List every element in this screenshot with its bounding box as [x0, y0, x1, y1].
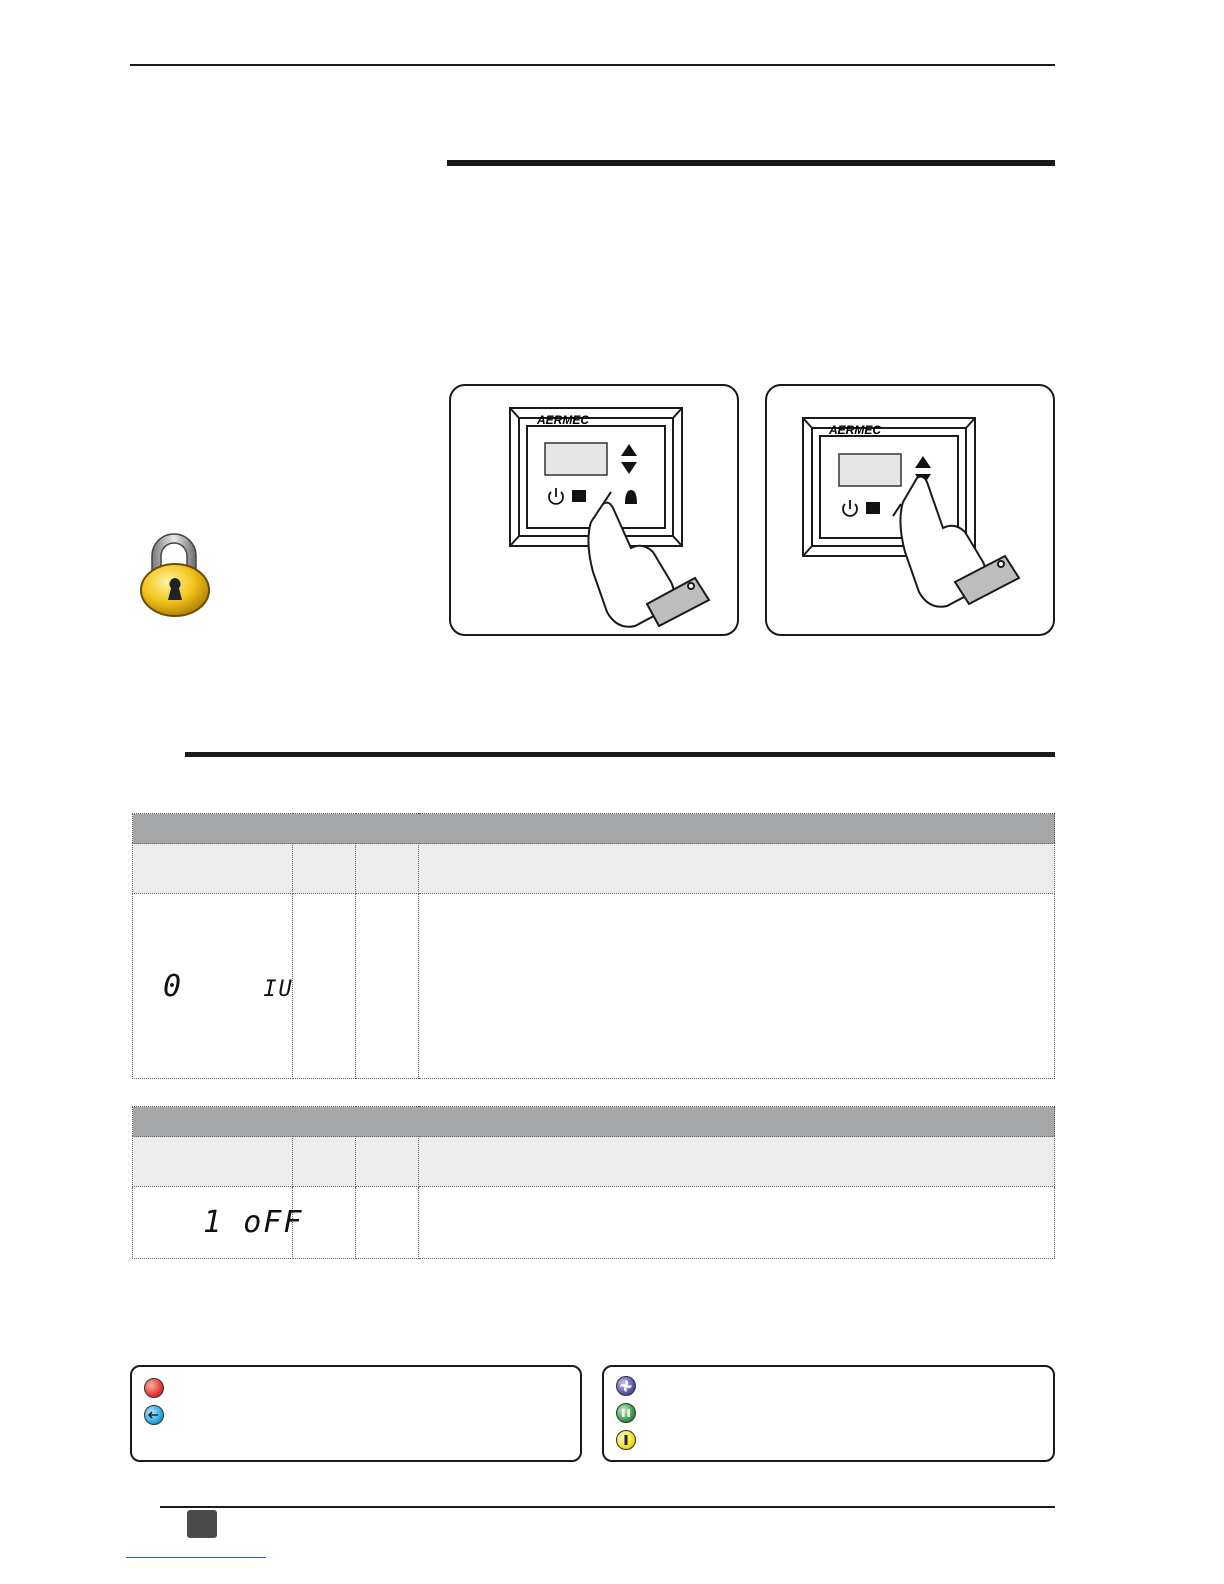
- footer-link-underline: [126, 1557, 266, 1558]
- brand-logo: AERMEC: [829, 423, 882, 437]
- hand-illustration: [900, 477, 1019, 607]
- parameter-table-1: [132, 813, 1055, 1079]
- lcd-value: 1: [203, 1205, 224, 1240]
- lcd-display-cell: [133, 894, 293, 1079]
- bell-icon: [625, 490, 637, 504]
- up-arrow-icon: [621, 444, 637, 456]
- table-subheader: [133, 844, 1055, 894]
- blue-arrow-icon: [144, 1405, 164, 1425]
- footer-rule: [160, 1506, 1055, 1508]
- language-tab-marker: [187, 1510, 217, 1538]
- legend-box-left: [130, 1365, 582, 1462]
- header-rule: [130, 64, 1055, 66]
- lcd-screen: [839, 454, 901, 486]
- table-header-bar: [133, 814, 1055, 844]
- figure-arrow-press: [765, 384, 1055, 636]
- controller-panel-illustration: [767, 386, 1055, 636]
- lcd-display-cell: [133, 1187, 304, 1259]
- controller-panel-illustration: [451, 386, 739, 636]
- mode-icon: [866, 502, 880, 514]
- brand-logo: AERMEC: [537, 413, 590, 427]
- red-circle-icon: [144, 1378, 164, 1398]
- table-header-bar: [133, 1107, 1055, 1137]
- table-row: [133, 1187, 1055, 1259]
- lcd-unit: oFF: [243, 1205, 304, 1240]
- lcd-unit: IU: [263, 976, 294, 1002]
- up-arrow-icon: [915, 456, 931, 468]
- power-icon: [549, 488, 563, 504]
- pause-icon: [616, 1403, 636, 1423]
- table-row: [133, 894, 1055, 1079]
- section-divider: [447, 160, 1055, 166]
- padlock-icon: [136, 528, 214, 620]
- power-icon: [843, 500, 857, 516]
- table-subheader: [133, 1137, 1055, 1187]
- legend-box-right: [602, 1365, 1055, 1462]
- parameter-table-2: [132, 1106, 1055, 1259]
- lcd-screen: [545, 443, 607, 475]
- down-arrow-icon: [621, 462, 637, 474]
- mode-icon: [572, 490, 586, 502]
- lcd-value: 0: [163, 968, 184, 1004]
- section-divider: [185, 752, 1055, 757]
- hand-illustration: [588, 503, 709, 627]
- warning-icon: [616, 1430, 636, 1450]
- fan-icon: [616, 1376, 636, 1396]
- figure-settings-press: [449, 384, 739, 636]
